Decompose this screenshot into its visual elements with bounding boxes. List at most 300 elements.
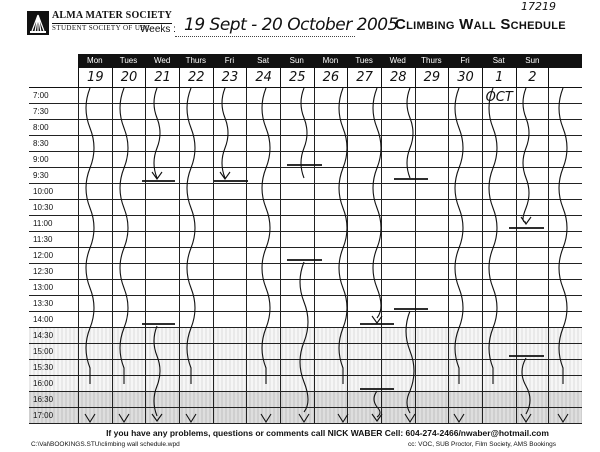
contact-footer: If you have any problems, questions or comments call NICK WABER Cell: 604-274-2466/nwaber@hotmail.com: [106, 428, 549, 438]
schedule-cell: [213, 232, 247, 247]
schedule-cell: [145, 200, 179, 215]
schedule-cell: [314, 296, 348, 311]
schedule-cell: [145, 168, 179, 183]
schedule-cell: [112, 248, 146, 263]
schedule-cell: [314, 216, 348, 231]
schedule-cell: [516, 88, 550, 103]
schedule-cell: [213, 344, 247, 359]
schedule-cell: [213, 360, 247, 375]
schedule-cell: [78, 88, 112, 103]
schedule-cell: [347, 248, 381, 263]
schedule-cell: [280, 328, 314, 343]
schedule-cell: [246, 232, 280, 247]
day-header: Tues: [119, 56, 138, 65]
schedule-cell: [516, 248, 550, 263]
schedule-cell: [347, 280, 381, 295]
time-label: 13:30: [33, 299, 54, 308]
schedule-cell: [78, 152, 112, 167]
schedule-cell: [314, 152, 348, 167]
schedule-cell: [246, 136, 280, 151]
day-header: Tues: [355, 56, 373, 65]
schedule-cell: [246, 200, 280, 215]
day-header: Sun: [289, 56, 304, 65]
schedule-cell: [78, 328, 112, 343]
schedule-cell: [78, 104, 112, 119]
schedule-cell: [482, 136, 516, 151]
schedule-cell: [280, 120, 314, 135]
schedule-cell: [516, 104, 550, 119]
schedule-cell: [280, 184, 314, 199]
schedule-cell: [145, 392, 179, 407]
schedule-cell: [112, 88, 146, 103]
schedule-cell: [381, 136, 415, 151]
date-cell: 2: [516, 68, 550, 87]
schedule-cell: [516, 392, 550, 407]
schedule-cell: [482, 280, 516, 295]
schedule-cell: [482, 408, 516, 423]
schedule-cell: [347, 408, 381, 423]
schedule-cell: [381, 408, 415, 423]
schedule-cell: [145, 136, 179, 151]
cc-list: cc: VOC, SUB Proctor, Film Society, AMS Bookings: [408, 441, 556, 448]
schedule-cell: [314, 328, 348, 343]
schedule-cell: [78, 376, 112, 391]
schedule-cell: [145, 88, 179, 103]
time-label: 9:30: [33, 171, 49, 180]
schedule-cell: [78, 280, 112, 295]
schedule-cell: [415, 184, 449, 199]
schedule-cell: [482, 232, 516, 247]
schedule-cell: [213, 152, 247, 167]
schedule-cell: [516, 216, 550, 231]
schedule-cell: [213, 296, 247, 311]
schedule-cell: [482, 296, 516, 311]
schedule-cell: [246, 104, 280, 119]
schedule-cell: [78, 360, 112, 375]
date-cell: 30: [448, 68, 482, 87]
schedule-cell: [314, 120, 348, 135]
schedule-cell: [516, 184, 550, 199]
schedule-cell: [347, 120, 381, 135]
time-slot-row: [29, 152, 582, 168]
time-slot-row: [29, 248, 582, 264]
schedule-cell: [246, 152, 280, 167]
schedule-cell: [381, 296, 415, 311]
schedule-cell: [347, 168, 381, 183]
time-label: 12:00: [33, 251, 54, 260]
schedule-cell: [314, 392, 348, 407]
schedule-cell: [145, 216, 179, 231]
schedule-cell: [78, 136, 112, 151]
schedule-cell: [213, 184, 247, 199]
schedule-cell: [179, 280, 213, 295]
schedule-cell: [482, 152, 516, 167]
schedule-cell: [448, 200, 482, 215]
schedule-cell: [381, 392, 415, 407]
schedule-cell: [516, 168, 550, 183]
schedule-cell: [246, 328, 280, 343]
schedule-cell: [179, 152, 213, 167]
schedule-cell: [145, 104, 179, 119]
schedule-cell: [415, 280, 449, 295]
schedule-cell: [381, 184, 415, 199]
schedule-cell: [112, 232, 146, 247]
schedule-cell: [314, 200, 348, 215]
schedule-cell: [516, 232, 550, 247]
time-label: 7:30: [33, 107, 49, 116]
schedule-cell: [246, 120, 280, 135]
schedule-cell: [112, 280, 146, 295]
schedule-cell: [145, 344, 179, 359]
schedule-cell: [280, 408, 314, 423]
schedule-cell: [381, 168, 415, 183]
schedule-cell: [415, 232, 449, 247]
schedule-cell: [314, 360, 348, 375]
schedule-cell: [448, 328, 482, 343]
schedule-cell: [516, 360, 550, 375]
schedule-cell: [213, 248, 247, 263]
schedule-cell: [482, 264, 516, 279]
schedule-cell: [280, 312, 314, 327]
day-header: Wed: [153, 56, 171, 65]
date-cell: 24: [246, 68, 280, 87]
schedule-cell: [246, 296, 280, 311]
schedule-cell: [145, 328, 179, 343]
file-path: C:\Val\BOOKINGS.STU\climbing wall schedule.wpd: [31, 441, 180, 448]
day-header: Fri: [224, 56, 235, 65]
schedule-cell: [482, 88, 516, 103]
schedule-cell: [381, 88, 415, 103]
schedule-cell: [213, 200, 247, 215]
schedule-cell: [280, 104, 314, 119]
date-cell: 27: [347, 68, 381, 87]
schedule-cell: [415, 264, 449, 279]
time-slot-row: [29, 280, 582, 296]
time-slot-row: [29, 312, 582, 328]
schedule-cell: [448, 88, 482, 103]
organization-name: ALMA MATER SOCIETY: [52, 10, 173, 21]
time-label: 16:30: [33, 395, 54, 404]
schedule-cell: [482, 344, 516, 359]
schedule-cell: [415, 344, 449, 359]
schedule-cell: [145, 120, 179, 135]
schedule-cell: [112, 184, 146, 199]
day-header: Sat: [257, 56, 270, 65]
schedule-cell: [280, 152, 314, 167]
schedule-cell: [78, 408, 112, 423]
schedule-cell: [347, 88, 381, 103]
time-slot-rows: [29, 88, 582, 424]
schedule-cell: [314, 248, 348, 263]
schedule-cell: [179, 264, 213, 279]
schedule-cell: [246, 360, 280, 375]
time-slot-row: [29, 376, 582, 392]
schedule-cell: [482, 216, 516, 231]
schedule-cell: [482, 376, 516, 391]
schedule-cell: [314, 344, 348, 359]
time-label: 14:30: [33, 331, 54, 340]
schedule-cell: [179, 168, 213, 183]
schedule-cell: [112, 264, 146, 279]
time-slot-row: [29, 200, 582, 216]
time-slot-row: [29, 184, 582, 200]
schedule-cell: [314, 376, 348, 391]
schedule-cell: [347, 328, 381, 343]
schedule-grid: [29, 54, 582, 424]
handwritten-reference-number: 17219: [521, 0, 556, 13]
schedule-cell: [280, 232, 314, 247]
schedule-cell: [145, 184, 179, 199]
day-header: Thurs: [185, 56, 207, 65]
schedule-cell: [381, 200, 415, 215]
schedule-cell: [448, 376, 482, 391]
time-label: 7:00: [33, 91, 49, 100]
schedule-cell: [280, 168, 314, 183]
schedule-cell: [213, 280, 247, 295]
time-slot-row: [29, 328, 582, 344]
schedule-cell: [179, 88, 213, 103]
schedule-cell: [280, 392, 314, 407]
schedule-cell: [448, 360, 482, 375]
schedule-cell: [347, 392, 381, 407]
schedule-cell: [112, 120, 146, 135]
schedule-cell: [482, 104, 516, 119]
schedule-cell: [516, 344, 550, 359]
schedule-cell: [78, 312, 112, 327]
schedule-cell: [482, 200, 516, 215]
schedule-cell: [112, 168, 146, 183]
schedule-cell: [78, 200, 112, 215]
schedule-cell: [516, 376, 550, 391]
schedule-cell: [516, 296, 550, 311]
schedule-cell: [246, 392, 280, 407]
schedule-cell: [314, 408, 348, 423]
schedule-cell: [516, 120, 550, 135]
schedule-cell: [381, 120, 415, 135]
schedule-cell: [448, 232, 482, 247]
schedule-cell: [448, 392, 482, 407]
schedule-cell: [415, 216, 449, 231]
schedule-cell: [280, 280, 314, 295]
schedule-cell: [145, 248, 179, 263]
schedule-cell: [246, 344, 280, 359]
schedule-cell: [280, 264, 314, 279]
schedule-cell: [112, 200, 146, 215]
schedule-cell: [213, 136, 247, 151]
day-header: Sat: [492, 56, 505, 65]
schedule-cell: [145, 296, 179, 311]
schedule-cell: [112, 296, 146, 311]
date-cell: 22: [179, 68, 213, 87]
time-label: 16:00: [33, 379, 54, 388]
schedule-cell: [213, 120, 247, 135]
schedule-cell: [516, 152, 550, 167]
time-slot-row: [29, 88, 582, 104]
schedule-cell: [280, 248, 314, 263]
schedule-cell: [415, 408, 449, 423]
schedule-cell: [112, 392, 146, 407]
date-cell: 21: [145, 68, 179, 87]
schedule-cell: [516, 328, 550, 343]
schedule-cell: [347, 344, 381, 359]
schedule-cell: [448, 312, 482, 327]
schedule-cell: [381, 264, 415, 279]
schedule-cell: [482, 360, 516, 375]
schedule-cell: [381, 344, 415, 359]
schedule-cell: [347, 264, 381, 279]
time-label: 11:00: [33, 219, 53, 228]
schedule-cell: [415, 88, 449, 103]
time-slot-row: [29, 360, 582, 376]
schedule-cell: [145, 280, 179, 295]
ams-logo-icon: [27, 11, 49, 35]
time-label: 15:00: [33, 347, 54, 356]
schedule-cell: [415, 376, 449, 391]
schedule-cell: [415, 392, 449, 407]
time-slot-row: [29, 392, 582, 408]
schedule-cell: [381, 328, 415, 343]
schedule-cell: [246, 280, 280, 295]
schedule-cell: [314, 184, 348, 199]
schedule-cell: [78, 344, 112, 359]
organization-subtitle: STUDENT SOCIETY OF UBC: [52, 23, 172, 32]
time-label: 8:30: [33, 139, 49, 148]
schedule-cell: [112, 312, 146, 327]
schedule-cell: [179, 104, 213, 119]
schedule-cell: [448, 168, 482, 183]
schedule-cell: [179, 136, 213, 151]
time-slot-row: [29, 216, 582, 232]
time-label: 8:00: [33, 123, 49, 132]
schedule-cell: [246, 184, 280, 199]
schedule-cell: [347, 136, 381, 151]
schedule-cell: [280, 376, 314, 391]
schedule-cell: [145, 376, 179, 391]
schedule-cell: [482, 328, 516, 343]
time-slot-row: [29, 136, 582, 152]
schedule-cell: [516, 264, 550, 279]
time-label: 14:00: [33, 315, 54, 324]
schedule-cell: [415, 312, 449, 327]
time-label: 15:30: [33, 363, 54, 372]
schedule-cell: [78, 264, 112, 279]
schedule-cell: [415, 296, 449, 311]
schedule-cell: [347, 200, 381, 215]
schedule-cell: [347, 232, 381, 247]
weeks-value: 19 Sept - 20 October 2005: [184, 15, 398, 35]
schedule-cell: [448, 248, 482, 263]
day-header: Thurs: [421, 56, 442, 65]
schedule-cell: [314, 312, 348, 327]
schedule-cell: [415, 200, 449, 215]
schedule-cell: [112, 152, 146, 167]
schedule-cell: [78, 184, 112, 199]
schedule-cell: [448, 344, 482, 359]
schedule-cell: [112, 104, 146, 119]
schedule-cell: [213, 408, 247, 423]
schedule-cell: [213, 376, 247, 391]
time-slot-row: [29, 120, 582, 136]
day-header-row: [29, 54, 582, 68]
schedule-cell: [347, 312, 381, 327]
date-cell: 25: [280, 68, 314, 87]
schedule-cell: [381, 216, 415, 231]
schedule-cell: [246, 312, 280, 327]
schedule-cell: [448, 136, 482, 151]
schedule-cell: [246, 168, 280, 183]
schedule-cell: [112, 344, 146, 359]
time-label: 17:00: [33, 411, 54, 420]
date-cell: 20: [112, 68, 146, 87]
time-slot-row: [29, 168, 582, 184]
day-header: Sun: [525, 56, 540, 65]
date-cell: 28: [381, 68, 415, 87]
schedule-cell: [112, 408, 146, 423]
schedule-cell: [246, 216, 280, 231]
schedule-cell: [516, 136, 550, 151]
schedule-cell: [482, 392, 516, 407]
schedule-cell: [112, 360, 146, 375]
schedule-cell: [381, 360, 415, 375]
schedule-cell: [448, 184, 482, 199]
date-cell: 26: [314, 68, 348, 87]
schedule-cell: [482, 184, 516, 199]
schedule-cell: [213, 88, 247, 103]
schedule-cell: [145, 152, 179, 167]
schedule-cell: [280, 216, 314, 231]
schedule-cell: [112, 376, 146, 391]
schedule-cell: [112, 216, 146, 231]
schedule-cell: [415, 248, 449, 263]
schedule-cell: [448, 296, 482, 311]
schedule-cell: [314, 264, 348, 279]
schedule-cell: [448, 280, 482, 295]
schedule-cell: [415, 136, 449, 151]
schedule-cell: [78, 232, 112, 247]
schedule-cell: [246, 376, 280, 391]
schedule-cell: [415, 360, 449, 375]
schedule-cell: [179, 184, 213, 199]
schedule-cell: [145, 232, 179, 247]
schedule-cell: [415, 168, 449, 183]
schedule-cell: [381, 280, 415, 295]
schedule-cell: [314, 232, 348, 247]
schedule-cell: [516, 312, 550, 327]
time-slot-row: [29, 344, 582, 360]
schedule-cell: [314, 280, 348, 295]
schedule-cell: [179, 408, 213, 423]
schedule-cell: [448, 264, 482, 279]
date-cell: 23: [213, 68, 247, 87]
schedule-cell: [179, 376, 213, 391]
time-slot-row: [29, 264, 582, 280]
schedule-cell: [347, 104, 381, 119]
schedule-cell: [448, 216, 482, 231]
day-header: Fri: [460, 56, 470, 65]
schedule-cell: [145, 264, 179, 279]
schedule-cell: [213, 312, 247, 327]
schedule-cell: [347, 360, 381, 375]
schedule-cell: [415, 104, 449, 119]
schedule-cell: [179, 328, 213, 343]
day-header: Mon: [87, 56, 103, 65]
schedule-cell: [516, 408, 550, 423]
schedule-cell: [145, 360, 179, 375]
schedule-cell: [448, 120, 482, 135]
time-label: 11:30: [33, 235, 53, 244]
weeks-underline: [175, 36, 355, 37]
time-slot-row: [29, 232, 582, 248]
